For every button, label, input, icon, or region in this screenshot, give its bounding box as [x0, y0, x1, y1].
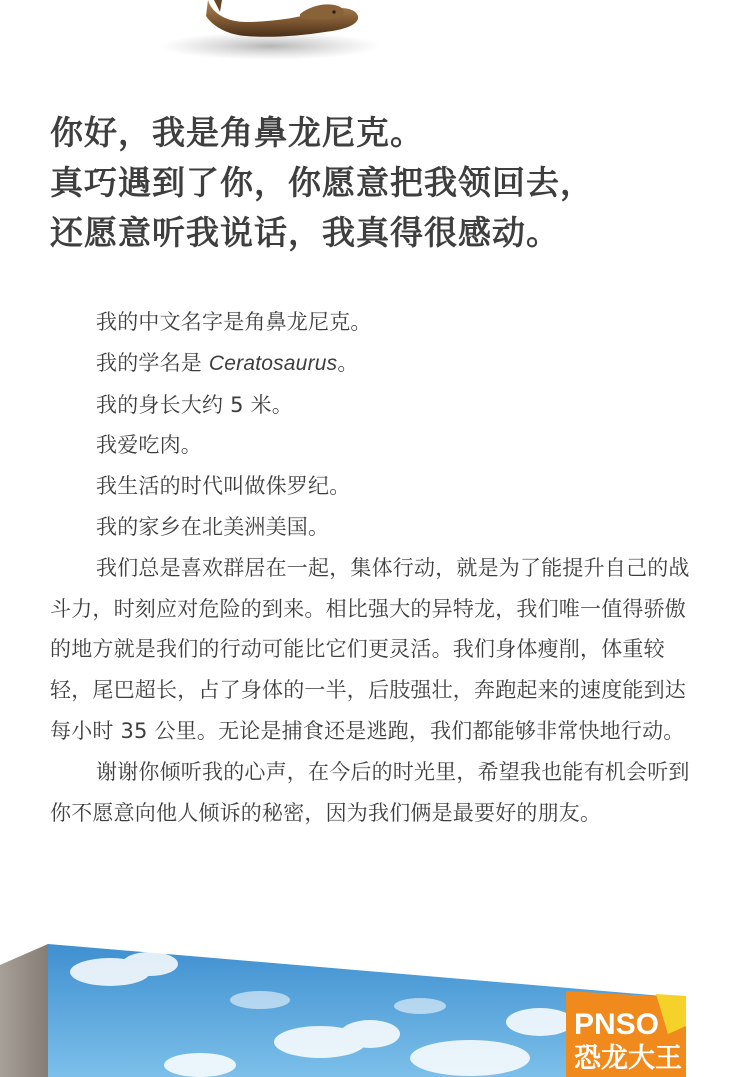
sci-name-suffix: 。 [337, 350, 359, 375]
paragraph-behavior: 我们总是喜欢群居在一起，集体行动，就是为了能提升自己的战斗力，时刻应对危险的到来。相比强大的异特龙，我们唯一值得骄傲的地方就是我们的行动可能比它们更灵活。我们身体瘦削，体重较轻，尾巴超长，占了身体的一半，后肢强壮，奔跑起来的速度能到达每小时 35 公里。无论是捕食还是逃跑，我们都能够非常快地行动。 [50, 555, 690, 743]
intro-scientific-name [50, 343, 690, 385]
intro-diet: 我爱吃肉。 [96, 433, 202, 458]
body-text [50, 302, 690, 833]
intro-era: 我生活的时代叫做侏罗纪。 [96, 474, 351, 499]
heading-line-2: 真巧遇到了你，你愿意把我领回去， [50, 163, 594, 202]
book-title-label: 恐龙大王 [574, 1043, 682, 1074]
heading-line-1: 你好，我是角鼻龙尼克。 [50, 113, 424, 152]
book-cover-image [0, 930, 730, 1077]
intro-hometown: 我的家乡在北美洲美国。 [96, 514, 330, 539]
sci-name: Ceratosaurus [208, 351, 338, 375]
sci-name-prefix: 我的学名是 [96, 350, 209, 375]
intro-body-length: 我的身长大约 5 米。 [96, 392, 293, 417]
paragraph-thanks: 谢谢你倾听我的心声，在今后的时光里，希望我也能有机会听到你不愿意向他人倾诉的秘密，因为我们俩是最要好的朋友。 [50, 759, 690, 825]
heading-line-3: 还愿意听我说话，我真得很感动。 [50, 213, 560, 252]
page-heading [50, 108, 690, 258]
intro-chinese-name: 我的中文名字是角鼻龙尼克。 [96, 310, 372, 334]
dinosaur-figurine-image [150, 0, 390, 62]
book-brand-label: PNSO [574, 1008, 660, 1041]
